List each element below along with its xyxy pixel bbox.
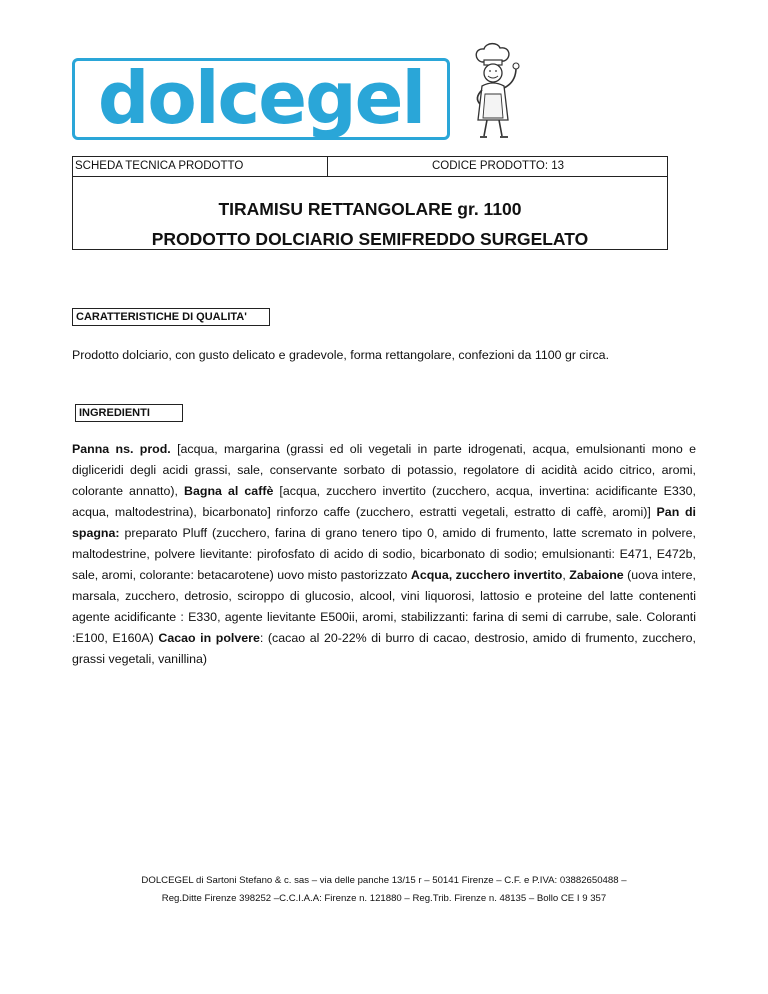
header-row bbox=[73, 157, 667, 177]
ingredient-cream: Panna ns. prod. bbox=[72, 442, 171, 456]
product-title: TIRAMISU RETTANGOLARE gr. 1100 bbox=[218, 199, 522, 219]
product-header-table bbox=[72, 156, 668, 250]
product-code-label: CODICE PRODOTTO: 13 bbox=[431, 160, 565, 172]
ingredient-cocoa-detail: : (cacao al 20-22% di burro di cacao, destrosio, amido di frumento, zucchero, grassi vegetali, vanillina) bbox=[72, 631, 697, 666]
ingredients-heading: INGREDIENTI bbox=[75, 404, 183, 422]
ingredient-zabaione-detail: (uova intere, marsala, zucchero, detrosio, sciroppo di glucosio, alcool, vini liquorosi, lattosio e proteine del latte contenenti agente acidificante : E330, agente lievitante E500ii, aromi, stabilizzanti: farina di semi di carrube, sale. Coloranti :E100, E160A) bbox=[72, 568, 696, 645]
ingredients-text bbox=[72, 439, 696, 670]
logo-text: dolcegel bbox=[97, 56, 425, 140]
ingredient-separator: , bbox=[562, 568, 570, 582]
ingredient-cocoa: Cacao in polvere bbox=[158, 631, 260, 645]
company-footer bbox=[72, 872, 696, 908]
ingredient-cream-detail: [acqua, margarina (grassi ed oli vegetali in parte idrogenati, acqua, emulsionanti mono e digliceridi degli acidi grassi, sale, conservante sorbato di potassio, regolatore di acidità acido citrico, aromi, colorante annatto), bbox=[72, 442, 696, 498]
quality-heading: CARATTERISTICHE DI QUALITA' bbox=[72, 308, 270, 326]
product-subtitle: PRODOTTO DOLCIARIO SEMIFREDDO SURGELATO bbox=[151, 229, 589, 249]
ingredient-zabaione: Zabaione bbox=[569, 568, 624, 582]
chef-icon bbox=[458, 42, 532, 142]
quality-text: Prodotto dolciario, con gusto delicato e gradevole, forma rettangolare, confezioni da 1100 gr circa. bbox=[72, 348, 610, 362]
ingredient-coffee-syrup-detail: [acqua, zucchero invertito (zucchero, acqua, invertina: acidificante E330, acqua, maltodestrina), bicarbonato] rinforzo caffe (zucchero, estratti vegetali, estratto di caffè, aromi)] bbox=[72, 484, 696, 519]
footer-line-2: Reg.Ditte Firenze 398252 –C.C.I.A.A: Firenze n. 121880 – Reg.Trib. Firenze n. 48135 – Bollo CE I 9 357 bbox=[161, 893, 607, 904]
footer-line-1: DOLCEGEL di Sartoni Stefano & c. sas – via delle panche 13/15 r – 50141 Firenze – C.F. e P.IVA: 03882650488 – bbox=[141, 875, 627, 886]
company-logo bbox=[72, 58, 454, 144]
ingredient-sponge-cake-detail: preparato Pluff (zucchero, farina di grano tenero tipo 0, amido di frumento, latte scremato in polvere, maltodestrine, polvere lievitante: pirofosfato di acido di sodio, bicarbonato di sodio; emulsionanti: E471, E472b, sale, aromi, colorante: betacarotene) uovo misto pastorizzato bbox=[72, 526, 696, 582]
ingredient-sponge-cake: Pan di spagna: bbox=[72, 505, 696, 540]
ingredient-coffee-syrup: Bagna al caffè bbox=[184, 484, 274, 498]
sheet-type-label: SCHEDA TECNICA PRODOTTO bbox=[73, 157, 328, 176]
ingredient-water-sugar: Acqua, zucchero invertito bbox=[410, 568, 563, 582]
